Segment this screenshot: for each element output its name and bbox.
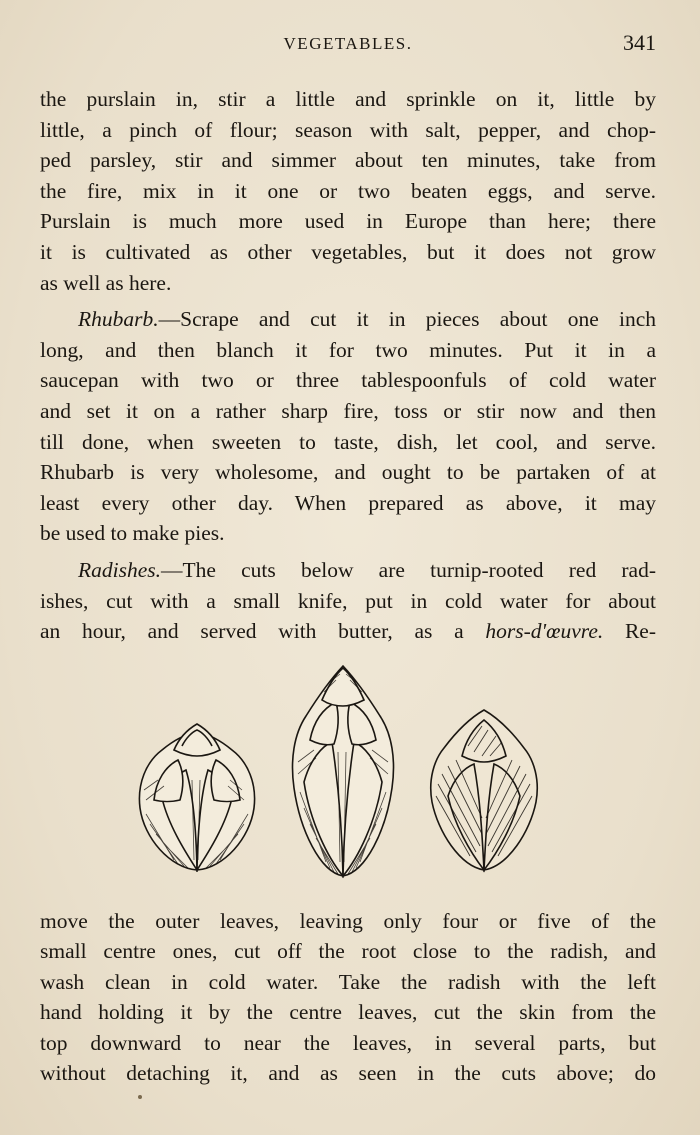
continued-text (40, 906, 656, 1088)
radish-cut-illustration-left (134, 720, 260, 872)
radishes-third-line (40, 616, 656, 647)
text-line: be used to make pies. (40, 521, 225, 546)
radishes-paragraph (40, 555, 656, 647)
radishes-continued-paragraph (40, 906, 656, 1088)
running-head: VEGETABLES. (283, 34, 413, 53)
text-line: small centre ones, cut off the root close to the radish, and (40, 939, 656, 964)
radish-cut-illustration-center (280, 662, 406, 880)
ink-speck (138, 1095, 142, 1099)
text-line: the purslain in, stir a little and sprinkle on it, little by (40, 87, 656, 111)
text-line: without detaching it, and as seen in the cuts above; do (40, 1061, 656, 1086)
text-fragment: —Scrape and cut it in pieces about one inch (158, 307, 656, 332)
text-fragment: Re- (603, 619, 656, 644)
page-number: 341 (623, 30, 656, 55)
text-line: move the outer leaves, leaving only four or five of the (40, 909, 656, 933)
page-header (40, 30, 656, 60)
text-line: wash clean in cold water. Take the radish with the left (40, 969, 656, 994)
radishes-first-line (40, 555, 656, 586)
text-line: little, a pinch of flour; season with salt, pepper, and chop- (40, 117, 656, 142)
rhubarb-heading: Rhubarb. (78, 307, 159, 332)
main-text (40, 84, 656, 647)
text-fragment: an hour, and served with butter, as a (40, 619, 486, 644)
text-line: and set it on a rather sharp fire, toss or stir now and then (40, 398, 656, 423)
purslain-paragraph (40, 84, 656, 298)
text-line: top downward to near the leaves, in several parts, but (40, 1030, 656, 1055)
text-line: till done, when sweeten to taste, dish, let cool, and serve. (40, 429, 656, 454)
text-line: Purslain is much more used in Europe than here; there (40, 209, 656, 234)
radish-illustrations (130, 658, 550, 880)
text-line: ishes, cut with a small knife, put in cold water for about (40, 588, 656, 613)
text-line: it is cultivated as other vegetables, but it does not grow (40, 239, 656, 264)
rhubarb-first-line (40, 304, 656, 335)
text-line: least every other day. When prepared as above, it may (40, 490, 656, 515)
radishes-heading: Radishes. (78, 557, 162, 582)
text-line: saucepan with two or three tablespoonfuls of cold water (40, 368, 656, 393)
text-line: ped parsley, stir and simmer about ten minutes, take from (40, 148, 656, 173)
text-line: the fire, mix in it one or two beaten eggs, and serve. (40, 178, 656, 203)
rhubarb-paragraph (40, 304, 656, 549)
text-line: hand holding it by the centre leaves, cut the skin from the (40, 1000, 656, 1025)
radish-cut-illustration-right (426, 706, 542, 874)
italic-term: hors-d'œuvre. (485, 619, 604, 644)
text-line: Rhubarb is very wholesome, and ought to be partaken of at (40, 460, 656, 485)
text-line: as well as here. (40, 270, 172, 295)
text-line: long, and then blanch it for two minutes. Put it in a (40, 337, 656, 362)
text-fragment: —The cuts below are turnip-rooted red rad- (161, 557, 656, 582)
